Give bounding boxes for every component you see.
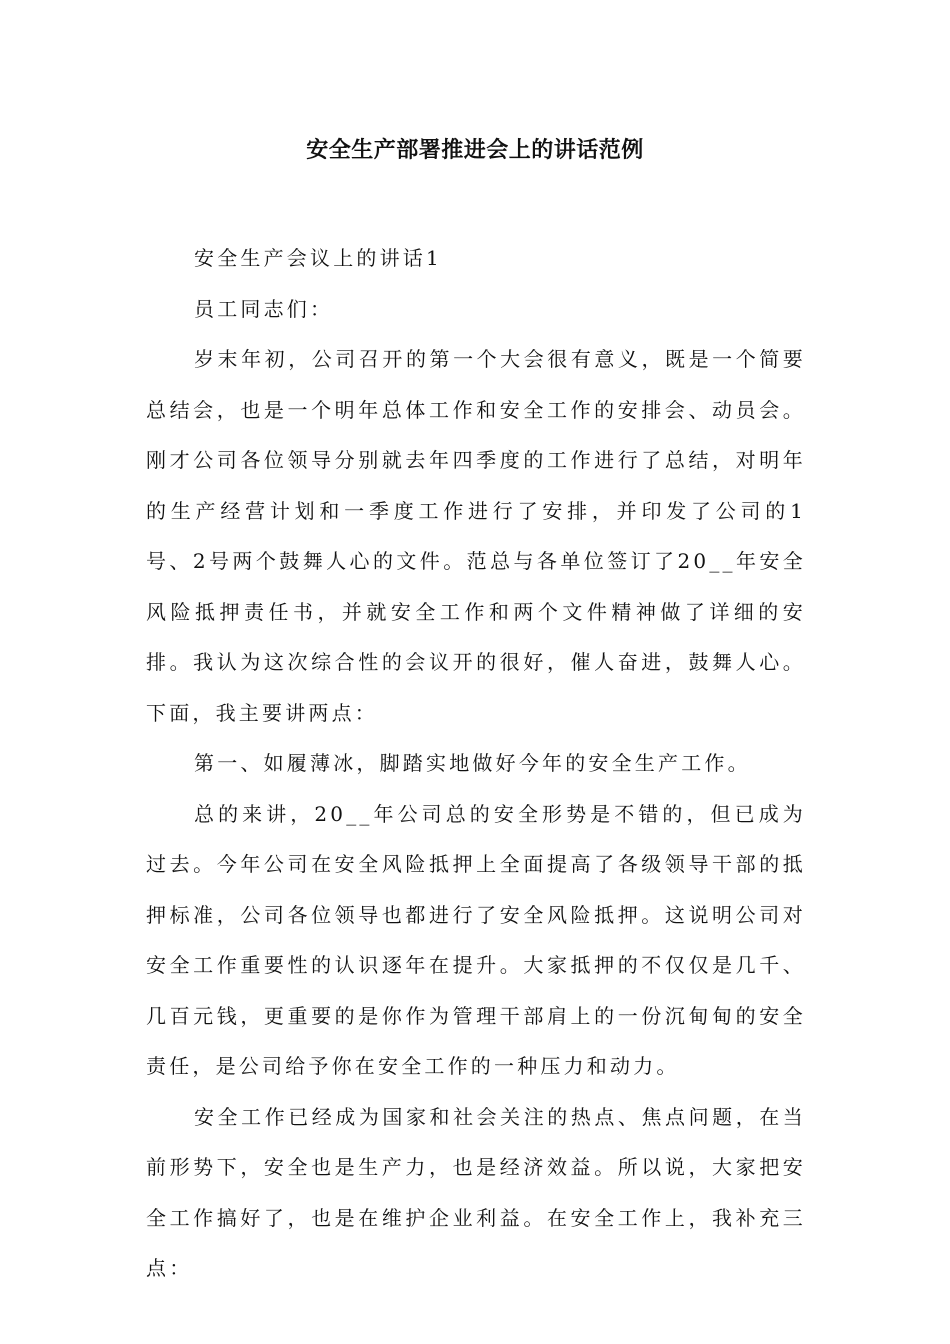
paragraph: 总的来讲，20__年公司总的安全形势是不错的，但已成为过去。今年公司在安全风险抵押上全面提高了各级领导干部的抵押标准，公司各位领导也都进行了安全风险抵押。这说明公司对安全工作重要性的认识逐年在提升。大家抵押的不仅仅是几千、几百元钱，更重要的是你作为管理干部肩上的一份沉甸甸的安全责任，是公司给予你在安全工作的一种压力和动力。 (146, 801, 806, 1078)
paragraph-salutation: 员工同志们： (194, 296, 334, 321)
paragraph-heading: 第一、如履薄冰，脚踏实地做好今年的安全生产工作。 (194, 751, 751, 775)
paragraph-subtitle: 安全生产会议上的讲话1 (194, 246, 442, 270)
paragraph: 岁末年初，公司召开的第一个大会很有意义，既是一个简要总结会，也是一个明年总体工作和安全工作的安排会、动员会。刚才公司各位领导分别就去年四季度的工作进行了总结，对明年的生产经营计划和一季度工作进行了安排，并印发了公司的1号、2号两个鼓舞人心的文件。范总与各单位签订了20__年安全风险抵押责任书，并就安全工作和两个文件精神做了详细的安排。我认为这次综合性的会议开的很好，催人奋进，鼓舞人心。下面，我主要讲两点： (146, 347, 806, 725)
document-body (146, 233, 806, 1294)
paragraph: 安全工作已经成为国家和社会关注的热点、焦点问题，在当前形势下，安全也是生产力，也是经济效益。所以说，大家把安全工作搞好了，也是在维护企业利益。在安全工作上，我补充三点： (146, 1104, 806, 1280)
document-title: 安全生产部署推进会上的讲话范例 (306, 138, 644, 163)
